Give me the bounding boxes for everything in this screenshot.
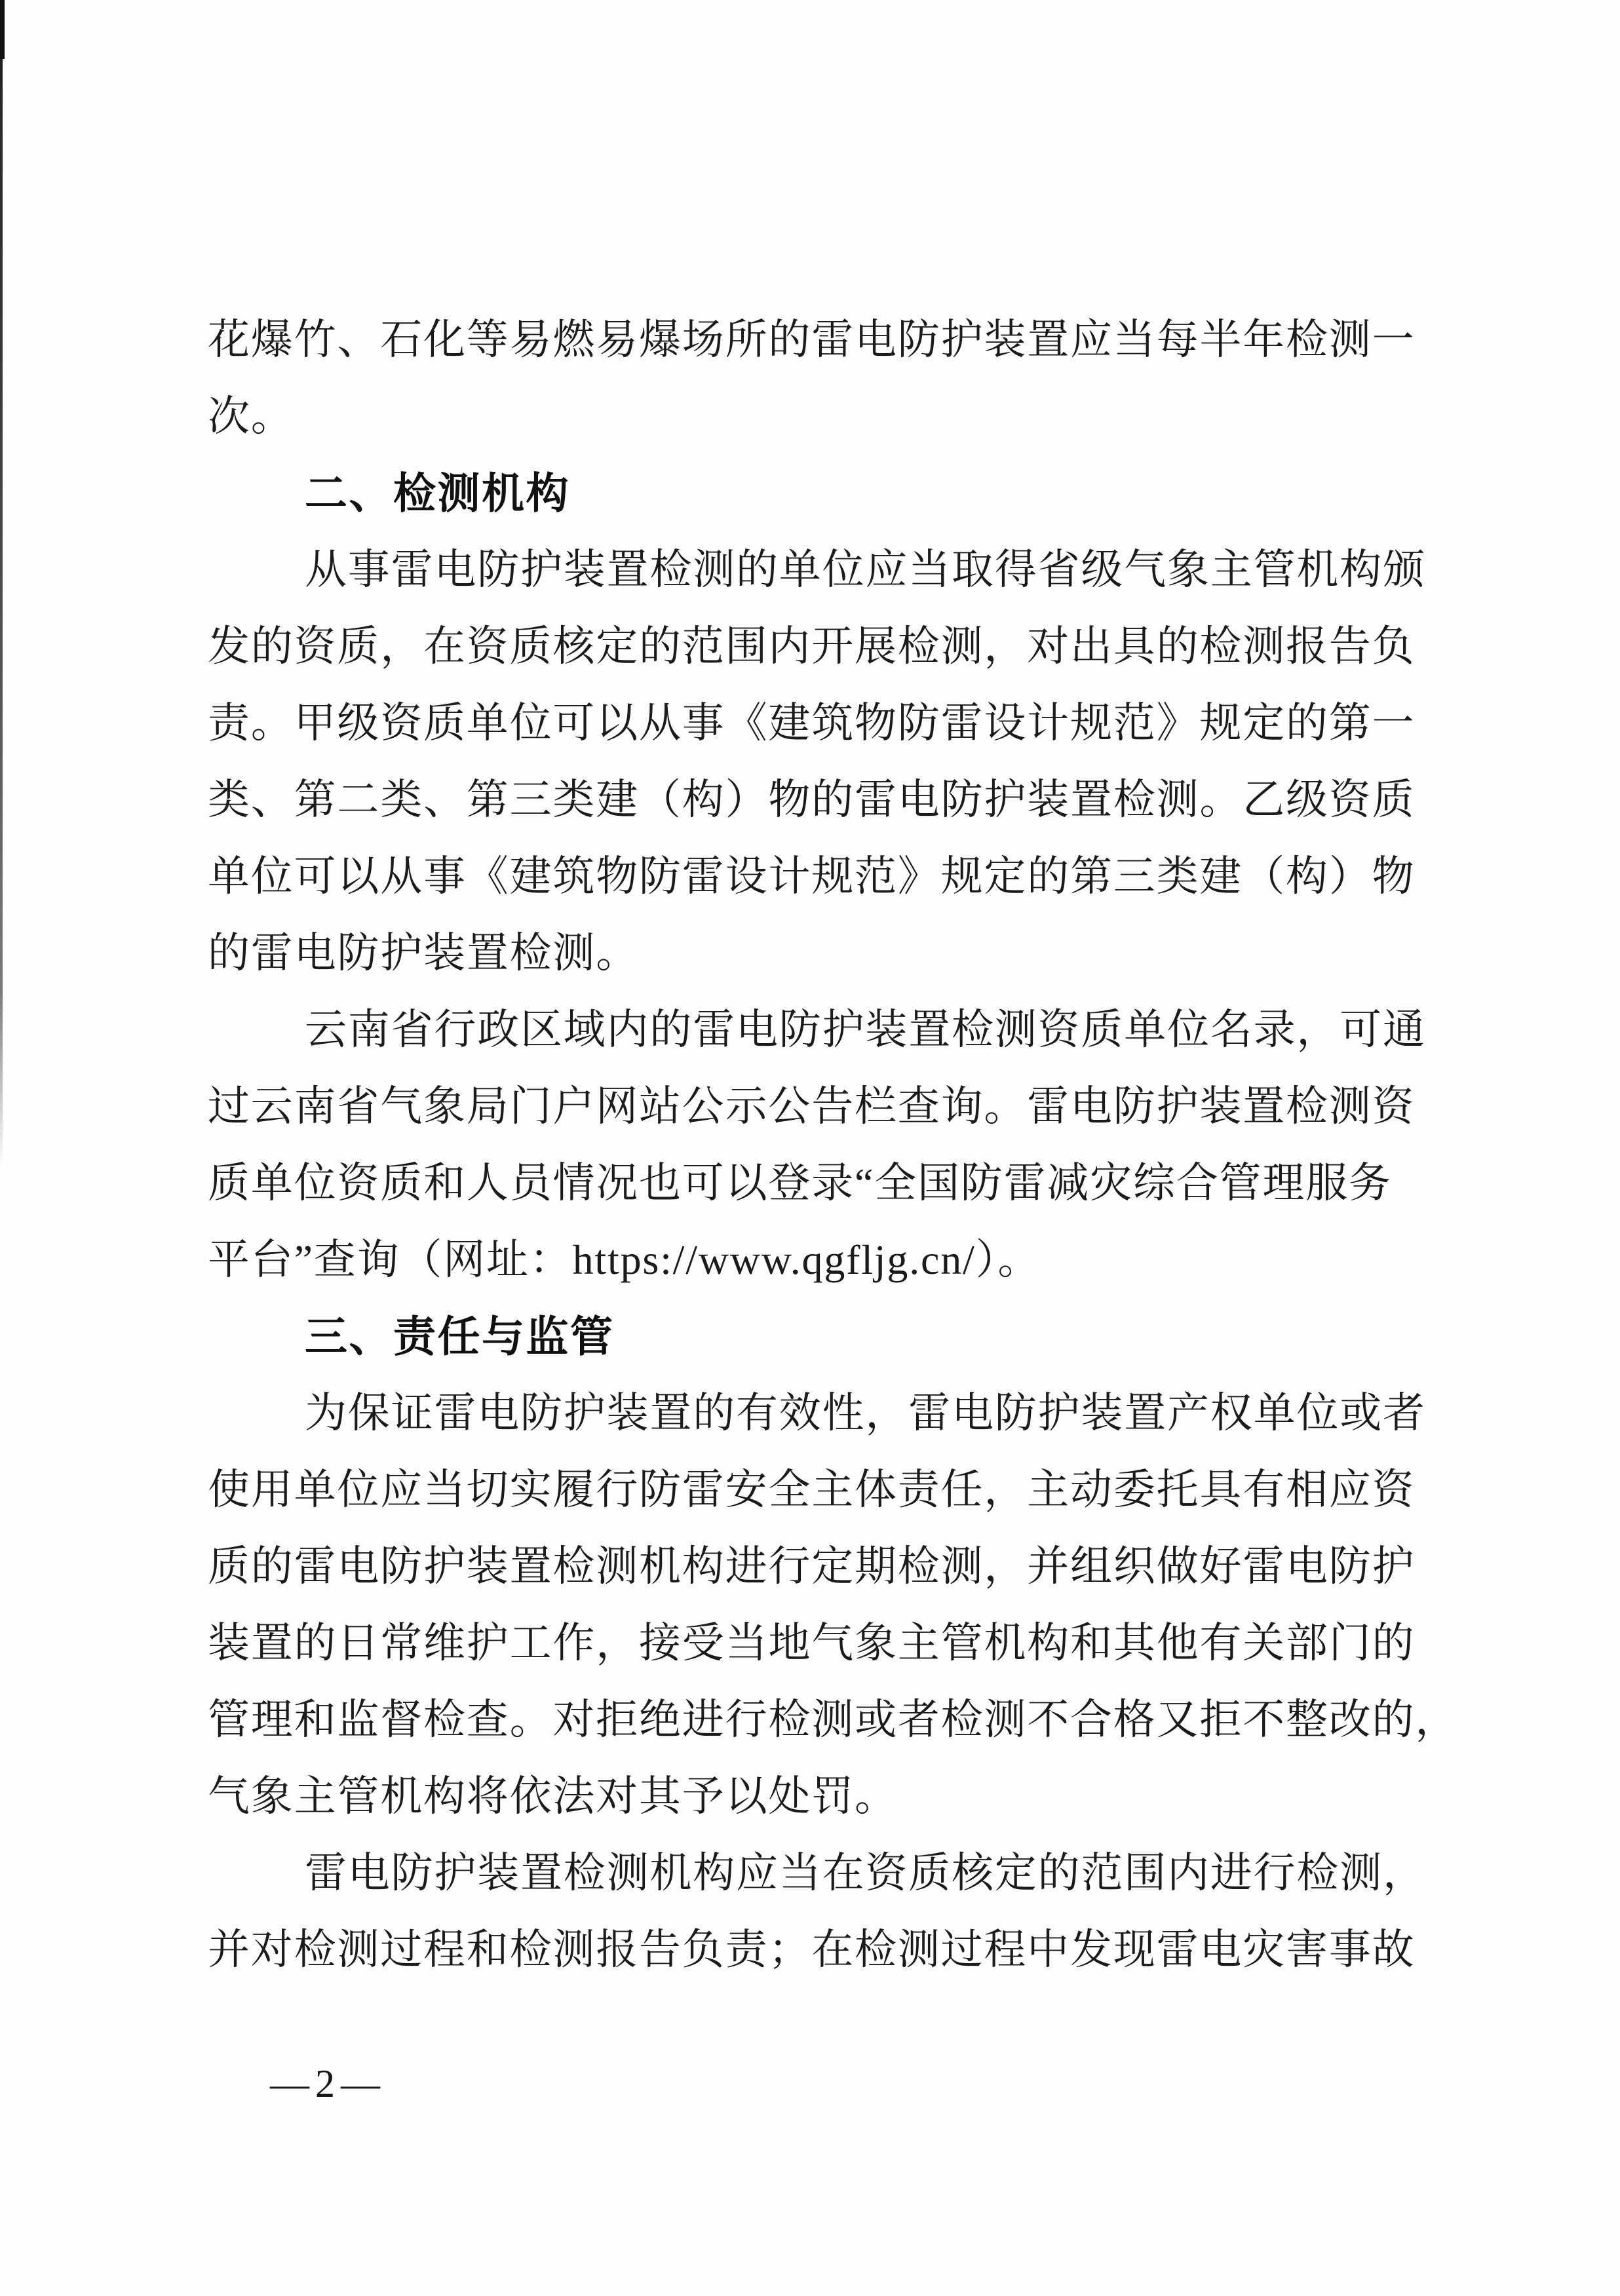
text-line: 雷电防护装置检测机构应当在资质核定的范围内进行检测，: [305, 1850, 1426, 1896]
text-line: 管理和监督检查。对拒绝进行检测或者检测不合格又拒不整改的，: [208, 1696, 1459, 1743]
document-body: [208, 301, 1459, 1988]
text-line: 质的雷电防护装置检测机构进行定期检测，并组织做好雷电防护: [208, 1543, 1416, 1590]
scan-artifact-corner: [0, 0, 5, 59]
section-heading: 三、责任与监管: [305, 1312, 615, 1360]
text-line: 质单位资质和人员情况也可以登录“全国防雷减灾综合管理服务: [208, 1160, 1392, 1206]
text-line: 并对检测过程和检测报告负责；在检测过程中发现雷电灾害事故: [208, 1926, 1416, 1973]
section-heading: 二、检测机构: [305, 469, 571, 517]
text-line: 次。: [208, 393, 294, 440]
text-line: 发的资质，在资质核定的范围内开展检测，对出具的检测报告负: [208, 623, 1416, 670]
text-line: 类、第二类、第三类建（构）物的雷电防护装置检测。乙级资质: [208, 776, 1416, 823]
text-line: 气象主管机构将依法对其予以处罚。: [208, 1773, 898, 1820]
text-line: 过云南省气象局门户网站公示公告栏查询。雷电防护装置检测资: [208, 1083, 1416, 1130]
text-line: 花爆竹、石化等易燃易爆场所的雷电防护装置应当每半年检测一: [208, 316, 1416, 363]
text-line: 责。甲级资质单位可以从事《建筑物防雷设计规范》规定的第一: [208, 700, 1416, 746]
text-line: 单位可以从事《建筑物防雷设计规范》规定的第三类建（构）物: [208, 853, 1416, 900]
text-line: 云南省行政区域内的雷电防护装置检测资质单位名录，可通: [305, 1006, 1426, 1053]
text-line: 从事雷电防护装置检测的单位应当取得省级气象主管机构颁: [305, 546, 1426, 593]
scan-artifact-line: [0, 0, 3, 1166]
text-line: 的雷电防护装置检测。: [208, 930, 639, 976]
page-number: —2—: [270, 2062, 386, 2105]
text-line: 使用单位应当切实履行防雷安全主体责任，主动委托具有相应资: [208, 1466, 1416, 1513]
text-line-url: 平台”查询（网址：https://www.qgfljg.cn/）。: [208, 1236, 1041, 1283]
text-line: 为保证雷电防护装置的有效性，雷电防护装置产权单位或者: [305, 1390, 1426, 1436]
text-line: 装置的日常维护工作，接受当地气象主管机构和其他有关部门的: [208, 1620, 1416, 1666]
